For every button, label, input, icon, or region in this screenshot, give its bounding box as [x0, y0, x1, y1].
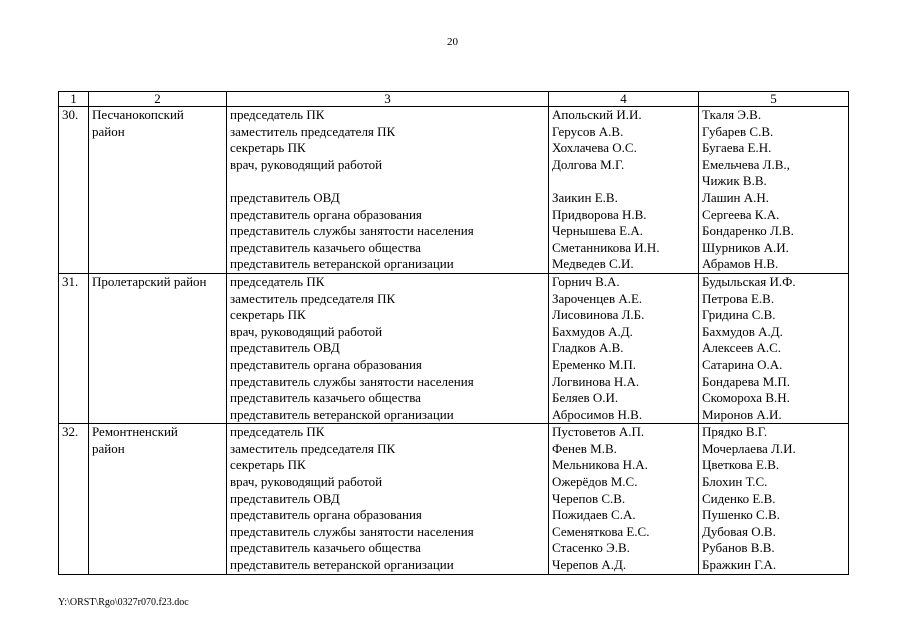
- reserve-list-line: Абрамов Н.В.: [702, 256, 779, 272]
- header-col-2: 2: [89, 92, 227, 107]
- reserve-list-line: Бондарева М.П.: [702, 373, 791, 389]
- role-list-line: секретарь ПК: [230, 457, 306, 473]
- reserve-list-line: Петрова Е.В.: [702, 290, 775, 306]
- member-list-line: Стасенко Э.В.: [552, 540, 630, 556]
- reserve-list-line: Миронов А.И.: [702, 406, 782, 422]
- reserve-list-line: Бугаева Е.Н.: [702, 140, 772, 156]
- role-list-line: представитель ОВД: [230, 340, 340, 356]
- role-list-line: представитель казачьего общества: [230, 540, 421, 556]
- member-list-line: Черепов С.В.: [552, 490, 626, 506]
- district-name: [89, 107, 227, 274]
- member-list-line: Ожерёдов М.С.: [552, 474, 638, 490]
- header-col-5: 5: [699, 92, 849, 107]
- header-row: [59, 92, 849, 107]
- member-list-line: Пожидаев С.А.: [552, 507, 636, 523]
- role-list-line: председатель ПК: [230, 273, 325, 289]
- member-list-line: Придворова Н.В.: [552, 206, 647, 222]
- member-list-line: Зароченцев А.Е.: [552, 290, 643, 306]
- role-list-line: [230, 173, 545, 190]
- role-list-line: представитель ветеранской организации: [230, 557, 454, 573]
- header-col-3: 3: [227, 92, 549, 107]
- role-list-line: председатель ПК: [230, 107, 325, 122]
- member-list-line: [552, 173, 695, 190]
- member-list-line: Еременко М.П.: [552, 356, 637, 372]
- member-list-line: Горнич В.А.: [552, 273, 620, 289]
- reserve-list-line: Бахмудов А.Д.: [702, 323, 783, 339]
- member-list-line: Логвинова Н.А.: [552, 373, 640, 389]
- member-list-line: Хохлачева О.С.: [552, 140, 637, 156]
- member-list-line: Заикин Е.В.: [552, 189, 618, 205]
- role-list-line: представитель ветеранской организации: [230, 256, 454, 272]
- member-list-line: Пустоветов А.П.: [552, 424, 645, 440]
- role-list-line: врач, руководящий работой: [230, 156, 383, 172]
- reserve-list-line: Губарев С.В.: [702, 123, 774, 139]
- footer-file-path: Y:\ORST\Rgo\0327r070.f23.doc: [58, 597, 189, 608]
- table-body: [59, 107, 849, 575]
- member-list-line: Чернышева Е.А.: [552, 223, 644, 239]
- reserve-list-line: Бондаренко Л.В.: [702, 223, 794, 239]
- role-list-line: заместитель председателя ПК: [230, 440, 396, 456]
- member-list: [549, 107, 699, 274]
- district-name: [89, 273, 227, 423]
- member-list-line: Сметанникова И.Н.: [552, 239, 660, 255]
- reserve-list-line: Сиденко Е.В.: [702, 490, 776, 506]
- member-list-line: Долгова М.Г.: [552, 156, 625, 172]
- row-number: 31.: [59, 273, 89, 423]
- reserve-list: [699, 273, 849, 423]
- role-list: [227, 273, 549, 423]
- reserve-list: [699, 424, 849, 574]
- member-list-line: Черепов А.Д.: [552, 557, 627, 573]
- row-number: 32.: [59, 424, 89, 574]
- district-name-line: Песчанокопский: [92, 107, 184, 122]
- commission-table: [58, 91, 849, 575]
- district-name-line: район: [92, 440, 125, 456]
- reserve-list-line: Сатарина О.А.: [702, 356, 783, 372]
- member-list-line: Медведев С.И.: [552, 256, 634, 272]
- reserve-list-line: Рубанов В.В.: [702, 540, 775, 556]
- role-list-line: представитель органа образования: [230, 206, 422, 222]
- role-list: [227, 107, 549, 274]
- reserve-list-line: Бражкин Г.А.: [702, 557, 777, 573]
- member-list: [549, 273, 699, 423]
- role-list-line: представитель казачьего общества: [230, 239, 421, 255]
- reserve-list-line: Мочерлаева Л.И.: [702, 440, 796, 456]
- reserve-list-line: Сергеева К.А.: [702, 206, 780, 222]
- district-name-line: Пролетарский район: [92, 273, 207, 289]
- role-list-line: секретарь ПК: [230, 307, 306, 323]
- reserve-list-line: Блохин Т.С.: [702, 474, 768, 490]
- reserve-list: [699, 107, 849, 274]
- table-row: [59, 424, 849, 574]
- reserve-list-line: Пушенко С.В.: [702, 507, 780, 523]
- reserve-list-line: Гридина С.В.: [702, 307, 776, 323]
- role-list-line: представитель органа образования: [230, 507, 422, 523]
- member-list-line: Герусов А.В.: [552, 123, 624, 139]
- role-list-line: заместитель председателя ПК: [230, 290, 396, 306]
- table-row: [59, 107, 849, 274]
- district-name-line: Ремонтненский: [92, 424, 178, 440]
- role-list-line: представитель ОВД: [230, 490, 340, 506]
- reserve-list-line: Прядко В.Г.: [702, 424, 768, 440]
- member-list-line: Апольский И.И.: [552, 107, 642, 122]
- member-list: [549, 424, 699, 574]
- role-list: [227, 424, 549, 574]
- member-list-line: Фенев М.В.: [552, 440, 617, 456]
- district-name: [89, 424, 227, 574]
- header-col-1: 1: [59, 92, 89, 107]
- role-list-line: секретарь ПК: [230, 140, 306, 156]
- page-number: 20: [447, 36, 458, 48]
- reserve-list-line: Алексеев А.С.: [702, 340, 782, 356]
- member-list-line: Мельникова Н.А.: [552, 457, 648, 473]
- reserve-list-line: Скомороха В.Н.: [702, 390, 790, 406]
- role-list-line: врач, руководящий работой: [230, 323, 383, 339]
- role-list-line: представитель службы занятости населения: [230, 373, 474, 389]
- reserve-list-line: Ткаля Э.В.: [702, 107, 762, 122]
- reserve-list-line: Чижик В.В.: [702, 173, 767, 189]
- role-list-line: врач, руководящий работой: [230, 474, 383, 490]
- role-list-line: представитель службы занятости населения: [230, 223, 474, 239]
- role-list-line: представитель ветеранской организации: [230, 406, 454, 422]
- role-list-line: представитель ОВД: [230, 189, 340, 205]
- role-list-line: председатель ПК: [230, 424, 325, 440]
- role-list-line: представитель службы занятости населения: [230, 523, 474, 539]
- reserve-list-line: Дубовая О.В.: [702, 523, 776, 539]
- district-name-line: район: [92, 123, 125, 139]
- reserve-list-line: Цветкова Е.В.: [702, 457, 780, 473]
- reserve-list-line: Будыльская И.Ф.: [702, 273, 796, 289]
- reserve-list-line: Емельчева Л.В.,: [702, 156, 790, 172]
- member-list-line: Семеняткова Е.С.: [552, 523, 650, 539]
- member-list-line: Гладков А.В.: [552, 340, 624, 356]
- member-list-line: Лисовинова Л.Б.: [552, 307, 645, 323]
- reserve-list-line: Лашин А.Н.: [702, 189, 770, 205]
- role-list-line: заместитель председателя ПК: [230, 123, 396, 139]
- header-col-4: 4: [549, 92, 699, 107]
- table-row: [59, 273, 849, 423]
- member-list-line: Абросимов Н.В.: [552, 406, 643, 422]
- role-list-line: представитель органа образования: [230, 356, 422, 372]
- member-list-line: Бахмудов А.Д.: [552, 323, 633, 339]
- row-number: 30.: [59, 107, 89, 274]
- member-list-line: Беляев О.И.: [552, 390, 619, 406]
- reserve-list-line: Шурников А.И.: [702, 239, 789, 255]
- role-list-line: представитель казачьего общества: [230, 390, 421, 406]
